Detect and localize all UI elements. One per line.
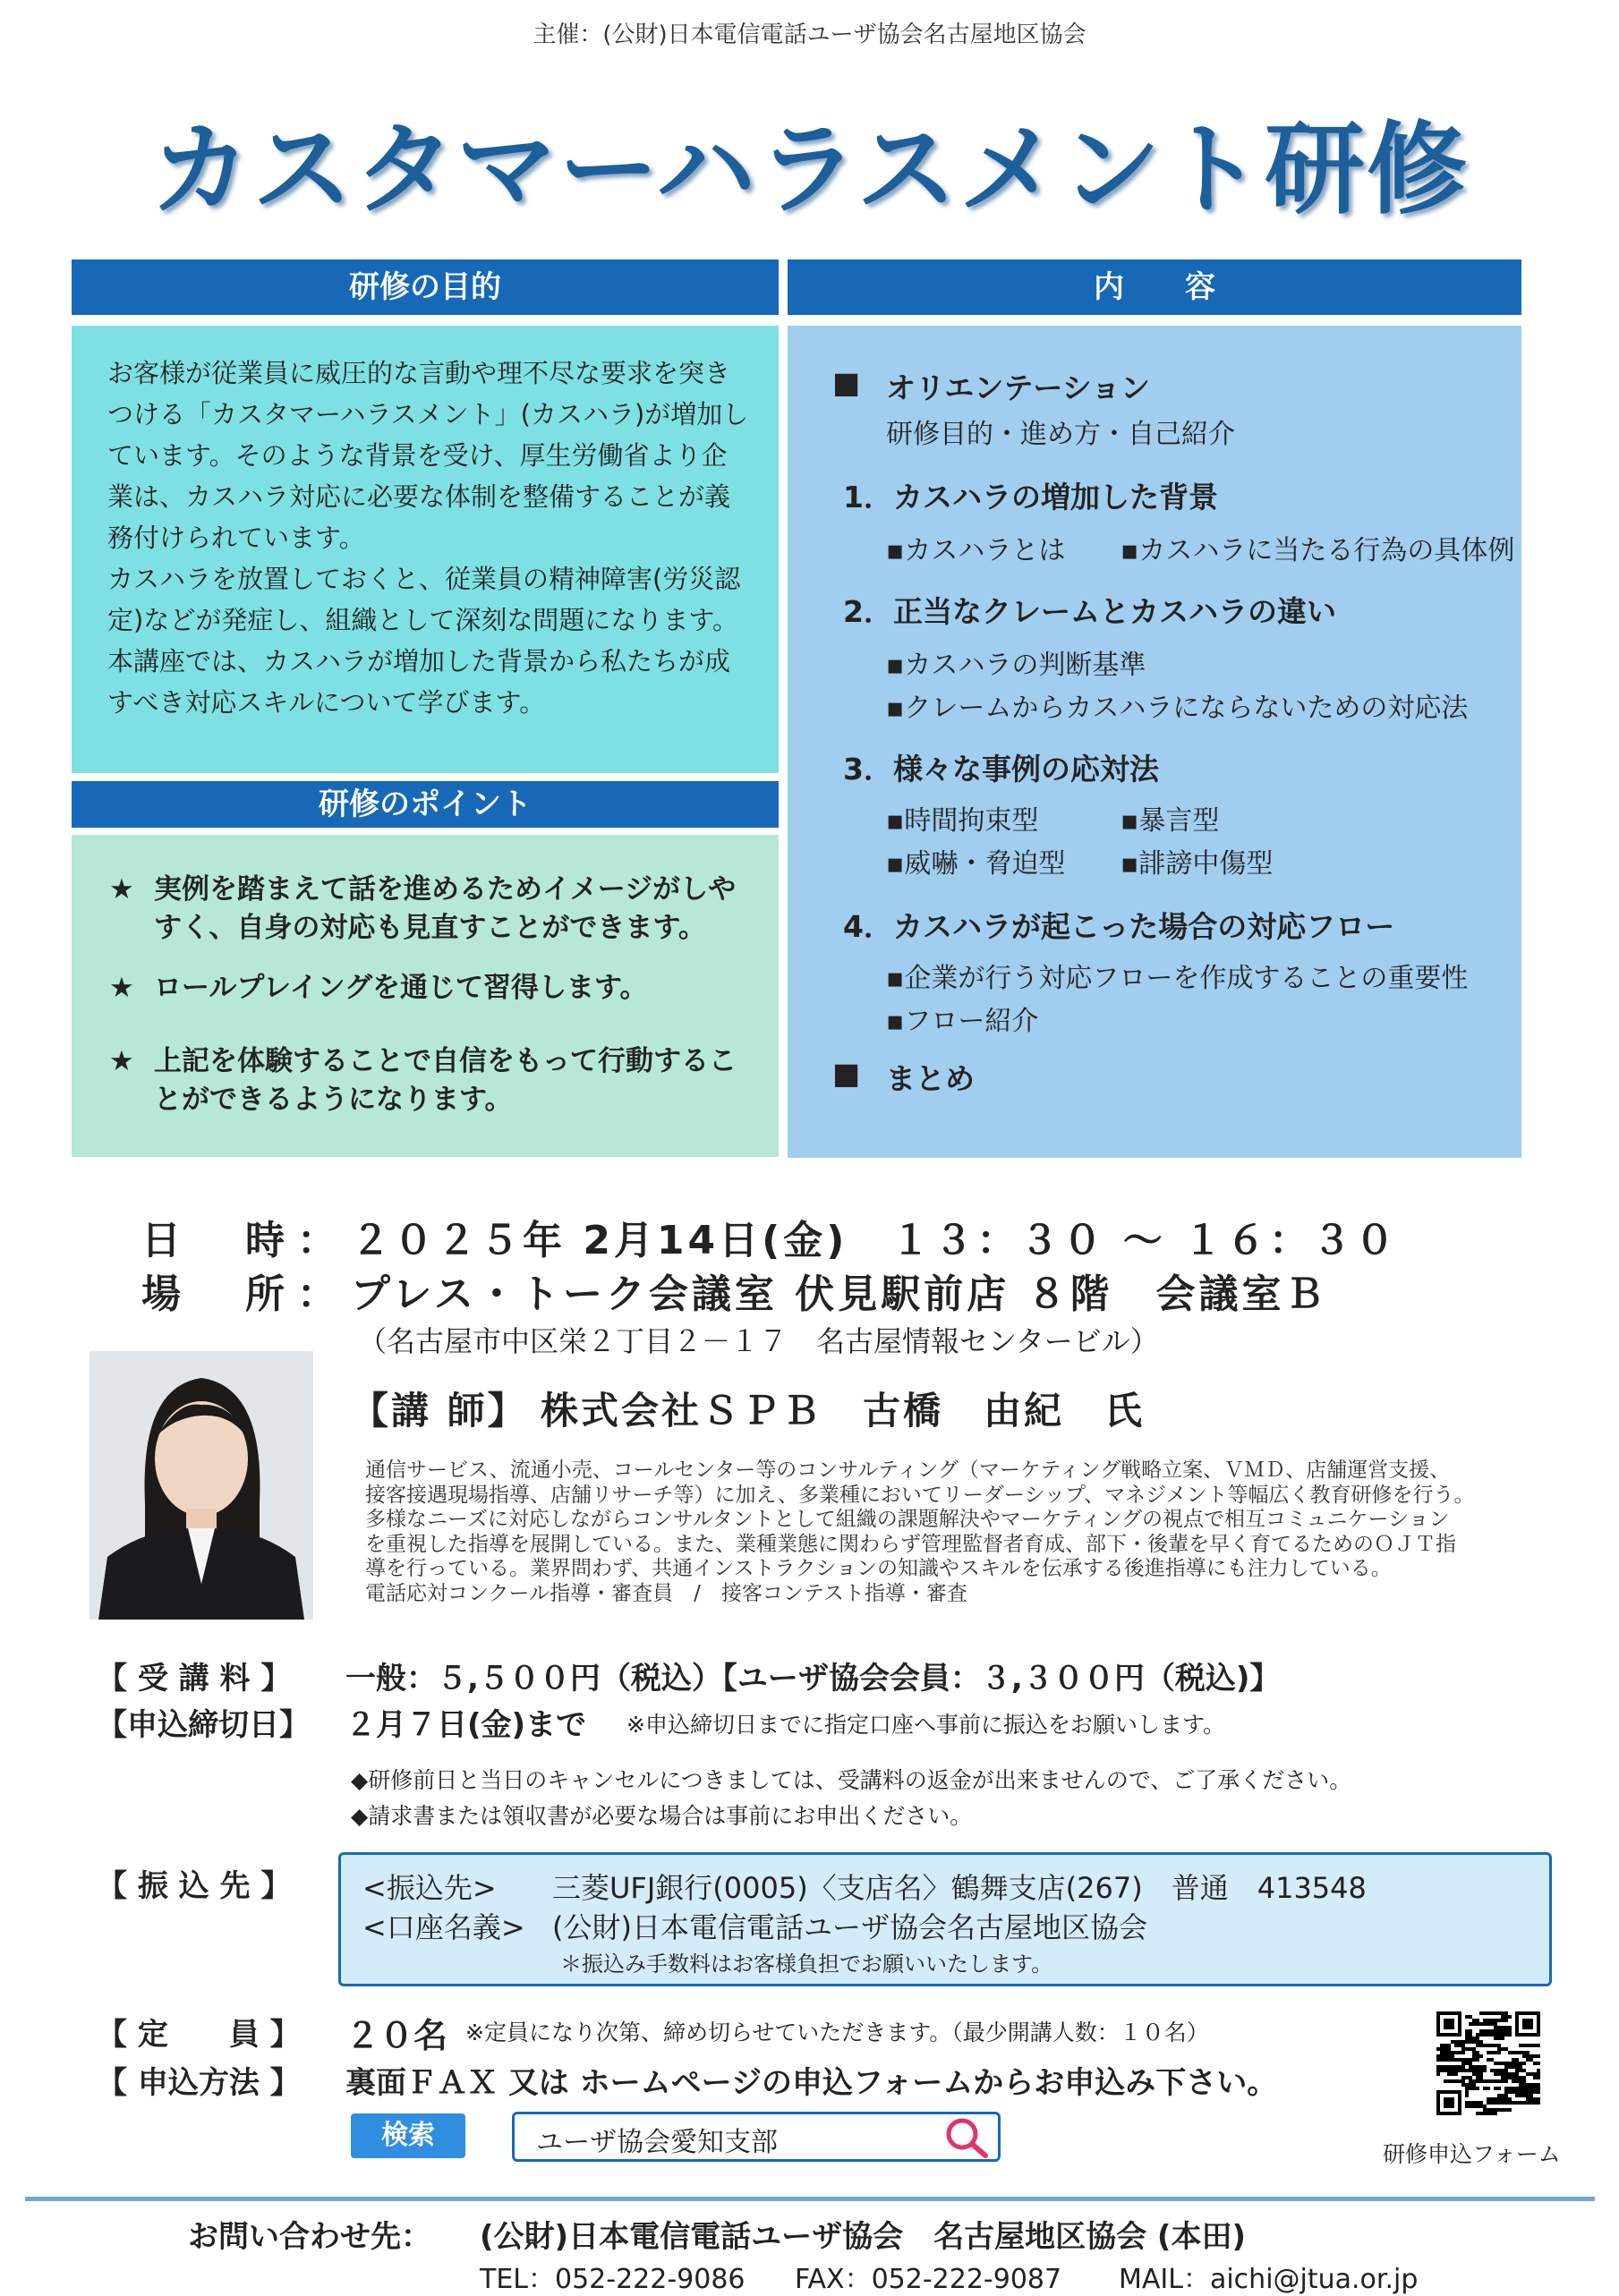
point-item: ★ 実例を踏まえて話を進めるためイメージがしやすく、自身の対応も見直すことができます。 [109, 871, 745, 948]
section-2-title: 2．正当なクレームとカスハラの違い [843, 594, 1336, 629]
bank-label: 【 振 込 先 】 [97, 1868, 292, 1904]
fee-label: 【 受 講 料 】 [97, 1661, 292, 1696]
orientation-sub: 研修目的・進め方・自己紹介 [886, 419, 1235, 450]
section-4-title: 4．カスハラが起こった場合の対応フロー [843, 909, 1395, 944]
bio-line: を重視した指導を展開している。また、業種業態に関わらず管理監督者育成、部下・後輩を早く育てるためのＯＪＴ指 [365, 1532, 1456, 1556]
cancel-note: ◆研修前日と当日のキャンセルにつきましては、受講料の返金が出来ませんので、ご了承ください。 [351, 1767, 1352, 1793]
section-4-item: ▪企業が行う対応フローを作成することの重要性 [886, 963, 1469, 994]
points-heading: 研修のポイント [72, 781, 779, 828]
invoice-note: ◆請求書または領収書が必要な場合は事前にお申出ください。 [351, 1803, 973, 1829]
bank-panel [338, 1852, 1552, 1986]
bio-line: 導を行っている。業界問わず、共通インストラクションの知識やスキルを伝承する後進指導にも注力している。 [365, 1557, 1392, 1580]
contact-mail[interactable]: MAIL：aichi@jtua.or.jp [1119, 2264, 1419, 2295]
section-3-item: ▪誹謗中傷型 [1121, 848, 1274, 880]
section-1-item: ▪カスハラとは [886, 535, 1066, 566]
contact-fax: FAX：052-222-9087 [795, 2264, 1062, 2295]
section-2-item: ▪カスハラの判断基準 [886, 650, 1146, 681]
deadline-note: ※申込締切日までに指定口座へ事前に振込をお願いします。 [626, 1712, 1225, 1738]
date-label: 日 時： [141, 1218, 349, 1263]
purpose-paragraph: お客様が従業員に威圧的な言動や理不尽な要求を突きつける「カスタマーハラスメント」(カスハラ)が増加しています。そのような背景を受け、厚生労働省より企業は、カスハラ対応に必要な体制を整備することが義務付けられています。 [107, 358, 749, 553]
capacity-value: ２０名 [345, 2016, 448, 2055]
section-1-item: ▪カスハラに当たる行為の具体例 [1121, 535, 1515, 566]
deadline-label: 【申込締切日】 [97, 1707, 310, 1743]
point-item: ★ ロールプレイングを通じて習得します。 [109, 969, 745, 1008]
place-value: プレス・トーク会議室 伏見駅前店 ８階 会議室Ｂ [351, 1271, 1328, 1317]
lecturer-bio [365, 1458, 1538, 1606]
search-input[interactable] [512, 2112, 1001, 2162]
qr-code[interactable] [1436, 2011, 1540, 2115]
square-icon: ■ [832, 1056, 861, 1091]
lecturer-label: 【講 師】 [351, 1389, 528, 1433]
capacity-note: ※定員になり次第、締め切らせていただきます。（最少開講人数：１０名） [465, 2020, 1209, 2045]
purpose-paragraph: 本講座では、カスハラが増加した背景から私たちが成すべき対応スキルについて学びます。 [107, 646, 731, 718]
footer-divider [25, 2197, 1595, 2201]
search-button[interactable]: 検索 [351, 2113, 465, 2158]
section-2-item: ▪クレームからカスハラにならないための対応法 [886, 693, 1469, 724]
contents-panel [788, 326, 1521, 1158]
section-3-title: 3．様々な事例の応対法 [843, 752, 1159, 787]
lecturer-name: 株式会社ＳＰＢ 古橋 由紀 氏 [541, 1389, 1146, 1433]
point-item: ★ 上記を体験することで自信をもって行動することができるようになります。 [109, 1042, 745, 1119]
star-icon: ★ [109, 1045, 134, 1077]
lecturer-photo [89, 1351, 313, 1620]
square-icon: ■ [832, 365, 861, 400]
bank-row2-value: (公財)日本電信電話ユーザ協会名古屋地区協会 [552, 1910, 1147, 1944]
deadline-value: ２月７日(金)まで [345, 1707, 587, 1743]
orientation-title: オリエンテーション [886, 370, 1151, 405]
apply-value: 裏面ＦＡＸ 又は ホームページの申込フォームからお申込み下さい。 [345, 2065, 1278, 2101]
place-label: 場 所： [141, 1271, 349, 1317]
section-3-item: ▪時間拘束型 [886, 805, 1039, 837]
section-4-item: ▪フロー紹介 [886, 1006, 1039, 1037]
bio-line: 電話応対コンクール指導・審査員 / 接客コンテスト指導・審査 [365, 1581, 967, 1605]
summary-title: まとめ [886, 1061, 975, 1096]
section-3-item: ▪暴言型 [1121, 805, 1220, 837]
star-icon: ★ [109, 972, 134, 1004]
organizer-line: 主催：(公財)日本電信電話ユーザ協会名古屋地区協会 [533, 21, 1086, 48]
purpose-heading: 研修の目的 [72, 259, 779, 315]
bank-row1-value: 三菱UFJ銀行(0005)〈支店名〉鶴舞支店(267) 普通 413548 [552, 1871, 1367, 1905]
section-3-item: ▪威嚇・脅迫型 [886, 848, 1066, 880]
bank-fee-note: ＊振込み手数料はお客様負担でお願いいたします。 [560, 1952, 1053, 1977]
search-icon [942, 2116, 993, 2163]
page-title: カスタマーハラスメント研修 [149, 112, 1470, 228]
bank-row2-label: <口座名義> [362, 1910, 525, 1944]
purpose-panel [72, 326, 779, 773]
points-panel [72, 835, 779, 1157]
star-icon: ★ [109, 873, 134, 906]
contact-org: (公財)日本電信電話ユーザ協会 名古屋地区協会 (本田) [480, 2219, 1246, 2255]
bio-line: 接客接遇現場指導、店舗リサーチ等）に加え、多業種においてリーダーシップ、マネジメント等幅広く教育研修を行う。 [365, 1483, 1475, 1507]
capacity-label: 【 定 員 】 [97, 2017, 301, 2053]
place-address: （名古屋市中区栄２丁目２－１７ 名古屋情報センタービル） [358, 1324, 1159, 1358]
contact-tel: TEL：052-222-9086 [480, 2264, 746, 2295]
purpose-text [107, 353, 752, 723]
section-1-title: 1．カスハラの増加した背景 [843, 480, 1218, 514]
fee-value: 一般：５,５００円（税込）【ユーザ協会会員：３,３００円（税込)】 [345, 1661, 1281, 1696]
contents-heading: 内 容 [788, 259, 1521, 315]
purpose-paragraph: カスハラを放置しておくと、従業員の精神障害(労災認定)などが発症し、組織として深刻な問題になります。 [107, 564, 741, 635]
apply-label: 【 申込方法 】 [97, 2065, 301, 2101]
date-value: ２０２５年 2月14日(金) １３：３０ ～ １６：３０ [351, 1218, 1399, 1263]
bio-line: 通信サービス、流通小売、コールセンター等のコンサルティング（マーケティング戦略立案、ＶＭＤ、店舗運営支援、 [365, 1458, 1451, 1482]
bio-line: 多様なニーズに対応しながらコンサルタントとして組織の課題解決やマーケティングの視点で相互コミュニケーション [365, 1508, 1450, 1531]
contact-label: お問い合わせ先： [188, 2219, 431, 2255]
bank-row1-label: <振込先> [362, 1871, 497, 1905]
search-query: ユーザ協会愛知支部 [536, 2127, 778, 2158]
qr-caption: 研修申込フォーム [1383, 2141, 1561, 2167]
